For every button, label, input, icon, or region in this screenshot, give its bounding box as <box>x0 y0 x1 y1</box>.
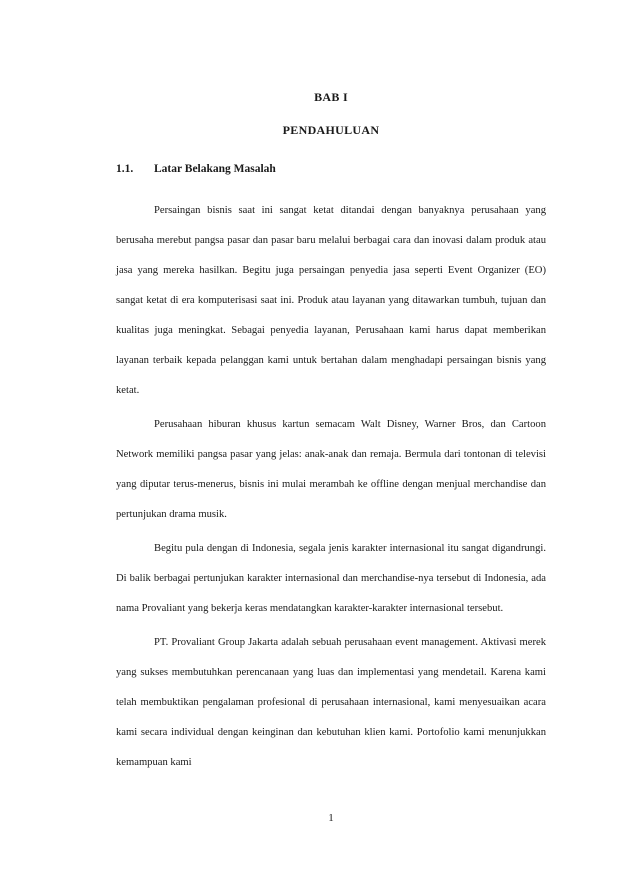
paragraph-3: Begitu pula dengan di Indonesia, segala jenis karakter internasional itu sangat digandrungi. Di balik berbagai pertunjukan karakter internasional dan merchandise-nya tersebut di Indonesia, ada nama Provaliant yang bekerja keras mendatangkan karakter-karakter internasional tersebut. <box>116 543 546 614</box>
body-text <box>116 196 546 782</box>
section-heading <box>116 163 276 175</box>
chapter-label: BAB I <box>314 90 348 104</box>
chapter-title: PENDAHULUAN <box>282 123 380 137</box>
paragraph-2: Perusahaan hiburan khusus kartun semacam Walt Disney, Warner Bros, dan Cartoon Network memiliki pangsa pasar yang jelas: anak-anak dan remaja. Bermula dari tontonan di televisi yang diputar terus-menerus, bisnis ini mulai merambah ke offline dengan menjual merchandise dan pertunjukan drama musik. <box>116 419 546 520</box>
page-number: 1 <box>328 812 334 824</box>
section-number: 1.1. <box>116 163 134 175</box>
paragraph-1: Persaingan bisnis saat ini sangat ketat ditandai dengan banyaknya perusahaan yang berusaha merebut pangsa pasar dan pasar baru melalui berbagai cara dan inovasi dalam produk atau jasa yang mereka hasilkan. Begitu juga persaingan penyedia jasa seperti Event Organizer (EO) sangat ketat di era komputerisasi saat ini. Produk atau layanan yang ditawarkan tumbuh, tujuan dan kualitas juga meningkat. Sebagai penyedia layanan, Perusahaan kami harus dapat memberikan layanan terbaik kepada pelanggan kami untuk bertahan dalam menghadapi persaingan bisnis yang ketat. <box>116 205 546 396</box>
paragraph-4: PT. Provaliant Group Jakarta adalah sebuah perusahaan event management. Aktivasi merek yang sukses membutuhkan perencanaan yang luas dan implementasi yang mendetail. Karena kami telah membuktikan pengalaman profesional di perusahaan internasional, kami menyesuaikan acara kami secara individual dengan keinginan dan kebutuhan klien kami. Portofolio kami menunjukkan kemampuan kami <box>116 637 546 768</box>
section-title: Latar Belakang Masalah <box>154 163 276 175</box>
